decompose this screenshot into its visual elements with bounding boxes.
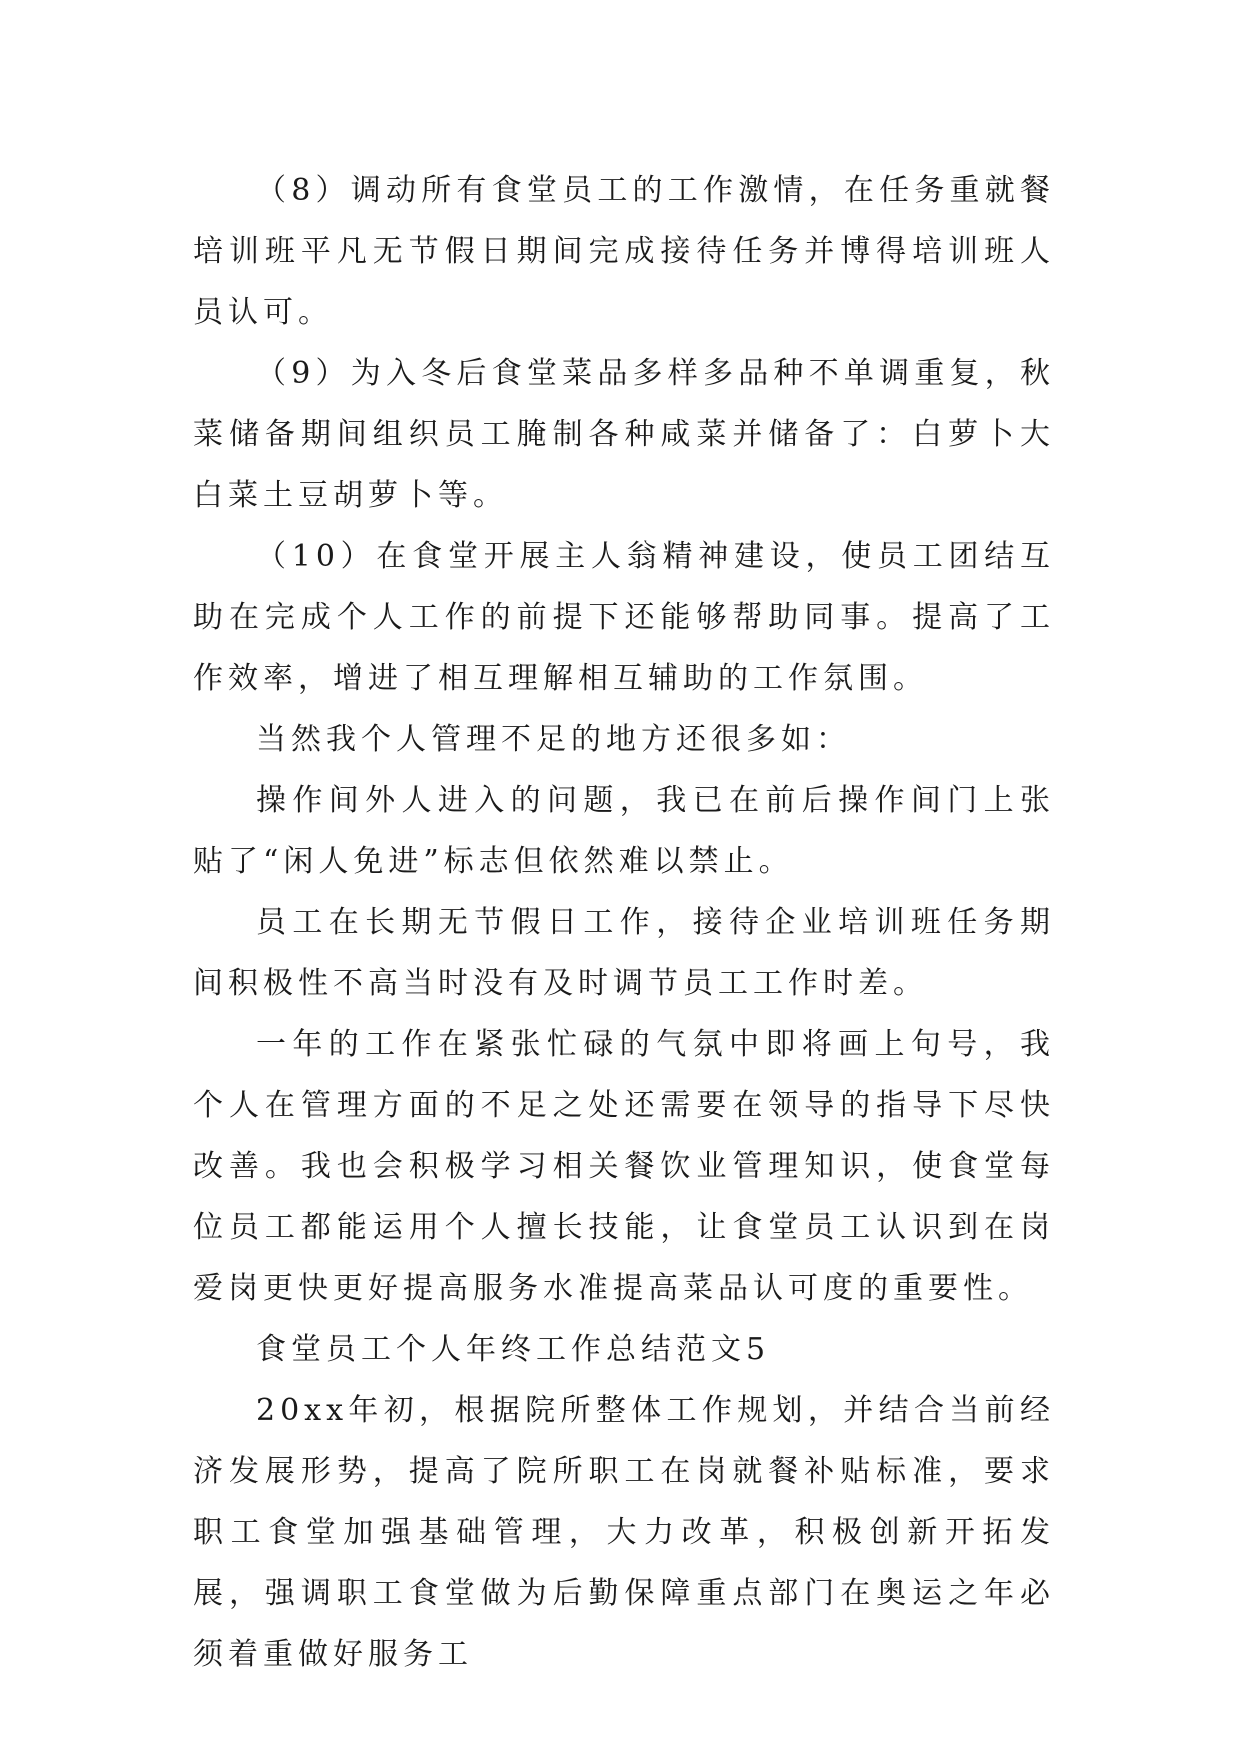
paragraph-section-5-intro: 20xx年初，根据院所整体工作规划，并结合当前经济发展形势，提高了院所职工在岗就餐补贴标准，要求职工食堂加强基础管理，大力改革，积极创新开拓发展，强调职工食堂做为后勤保障重点部门在奥运之年必须着重做好服务工 bbox=[193, 1393, 1055, 1672]
paragraph-item-9: （9）为入冬后食堂菜品多样多品种不单调重复，秋菜储备期间组织员工腌制各种咸菜并储备了：白萝卜大白菜土豆胡萝卜等。 bbox=[193, 356, 1055, 513]
paragraph-item-8: （8）调动所有食堂员工的工作激情，在任务重就餐培训班平凡无节假日期间完成接待任务并博得培训班人员认可。 bbox=[193, 173, 1055, 330]
paragraph-year-summary: 一年的工作在紧张忙碌的气氛中即将画上句号，我个人在管理方面的不足之处还需要在领导的指导下尽快改善。我也会积极学习相关餐饮业管理知识，使食堂每位员工都能运用个人擅长技能，让食堂员工认识到在岗爱岗更快更好提高服务水准提高菜品认可度的重要性。 bbox=[193, 1027, 1055, 1306]
paragraph-item-10: （10）在食堂开展主人翁精神建设，使员工团结互助在完成个人工作的前提下还能够帮助同事。提高了工作效率，增进了相互理解相互辅助的工作氛围。 bbox=[193, 539, 1055, 696]
document-body bbox=[193, 160, 1055, 1685]
paragraph-staff-morale: 员工在长期无节假日工作，接待企业培训班任务期间积极性不高当时没有及时调节员工工作时差。 bbox=[193, 905, 1055, 1001]
section-heading: 食堂员工个人年终工作总结范文5 bbox=[256, 1332, 771, 1367]
paragraph-outsider-issue: 操作间外人进入的问题，我已在前后操作间门上张贴了“闲人免进”标志但依然难以禁止。 bbox=[193, 783, 1055, 879]
paragraph-shortcomings-intro: 当然我个人管理不足的地方还很多如： bbox=[256, 722, 851, 757]
